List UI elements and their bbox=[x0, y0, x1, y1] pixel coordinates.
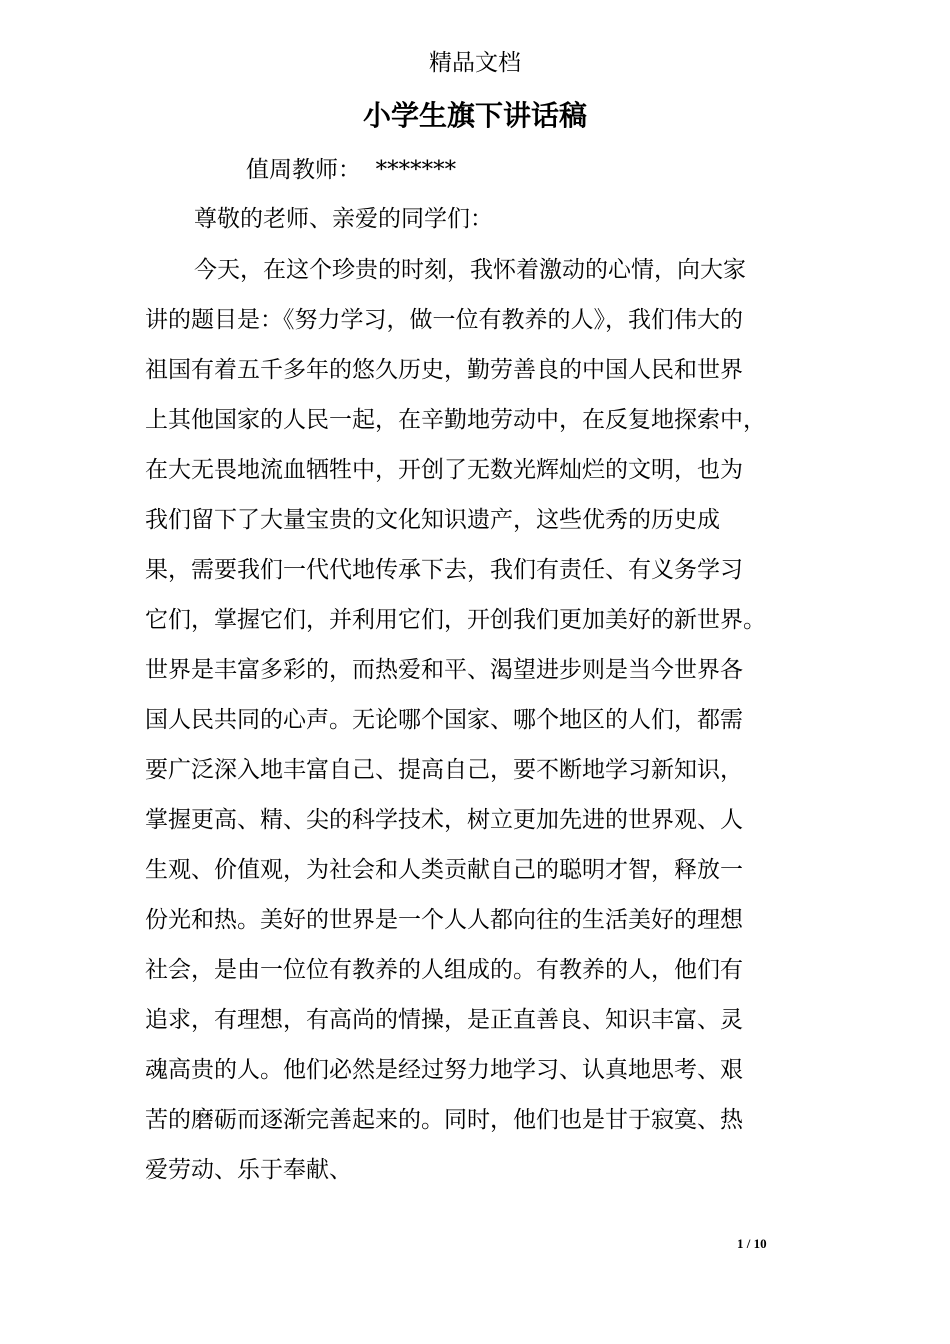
body-line: 今天，在这个珍贵的时刻，我怀着激动的心情，向大家 bbox=[194, 257, 746, 283]
page-number: 1 / 10 bbox=[737, 1236, 767, 1251]
header-label: 精品文档 bbox=[429, 50, 521, 76]
body-line: 在大无畏地流血牺牲中，开创了无数光辉灿烂的文明，也为 bbox=[145, 457, 743, 483]
body-line: 魂高贵的人。他们必然是经过努力地学习、认真地思考、艰 bbox=[145, 1057, 743, 1083]
teacher-line: 值周教师： ******* bbox=[246, 157, 457, 183]
body-line: 它们，掌握它们，并利用它们，开创我们更加美好的新世界。 bbox=[145, 607, 766, 633]
greeting-line: 尊敬的老师、亲爱的同学们： bbox=[194, 206, 493, 232]
body-line: 生观、价值观，为社会和人类贡献自己的聪明才智，释放一 bbox=[145, 857, 743, 883]
body-line: 掌握更高、精、尖的科学技术，树立更加先进的世界观、人 bbox=[145, 807, 743, 833]
body-line: 苦的磨砺而逐渐完善起来的。同时，他们也是甘于寂寞、热 bbox=[145, 1107, 743, 1133]
body-line: 爱劳动、乐于奉献、 bbox=[145, 1157, 352, 1183]
body-text bbox=[145, 253, 815, 1203]
body-line: 社会，是由一位位有教养的人组成的。有教养的人，他们有 bbox=[145, 957, 743, 983]
body-line: 上其他国家的人民一起，在辛勤地劳动中，在反复地探索中， bbox=[145, 407, 766, 433]
body-line: 我们留下了大量宝贵的文化知识遗产，这些优秀的历史成 bbox=[145, 507, 720, 533]
body-line: 世界是丰富多彩的，而热爱和平、渴望进步则是当今世界各 bbox=[145, 657, 743, 683]
body-line: 果，需要我们一代代地传承下去，我们有责任、有义务学习 bbox=[145, 557, 743, 583]
body-line: 讲的题目是：《努力学习，做一位有教养的人》，我们伟大的 bbox=[145, 307, 743, 333]
body-line: 要广泛深入地丰富自己、提高自己，要不断地学习新知识， bbox=[145, 757, 743, 783]
body-line: 国人民共同的心声。无论哪个国家、哪个地区的人们，都需 bbox=[145, 707, 743, 733]
body-line: 份光和热。美好的世界是一个人人都向往的生活美好的理想 bbox=[145, 907, 743, 933]
body-line: 追求，有理想，有高尚的情操，是正直善良、知识丰富、灵 bbox=[145, 1007, 743, 1033]
document-title: 小学生旗下讲话稿 bbox=[362, 99, 587, 132]
body-line: 祖国有着五千多年的悠久历史，勤劳善良的中国人民和世界 bbox=[145, 357, 743, 383]
